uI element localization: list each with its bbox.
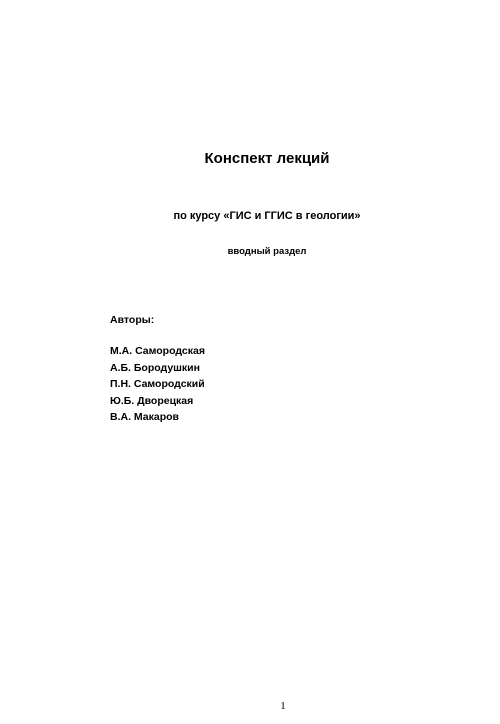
author-name: В.А. Макаров <box>110 411 180 423</box>
authors-list <box>110 343 205 426</box>
section-label: вводный раздел <box>227 246 307 257</box>
authors-heading: Авторы: <box>110 314 155 326</box>
page-number: 1 <box>280 700 286 712</box>
course-subtitle: по курсу «ГИС и ГГИС в геологии» <box>173 210 361 222</box>
author-name: П.Н. Самородский <box>110 378 205 390</box>
author-name: Ю.Б. Дворецкая <box>110 394 194 407</box>
author-name: А.Б. Бородушкин <box>110 361 200 374</box>
document-title: Конспект лекций <box>204 150 330 167</box>
author-name: М.А. Самородская <box>110 345 205 357</box>
